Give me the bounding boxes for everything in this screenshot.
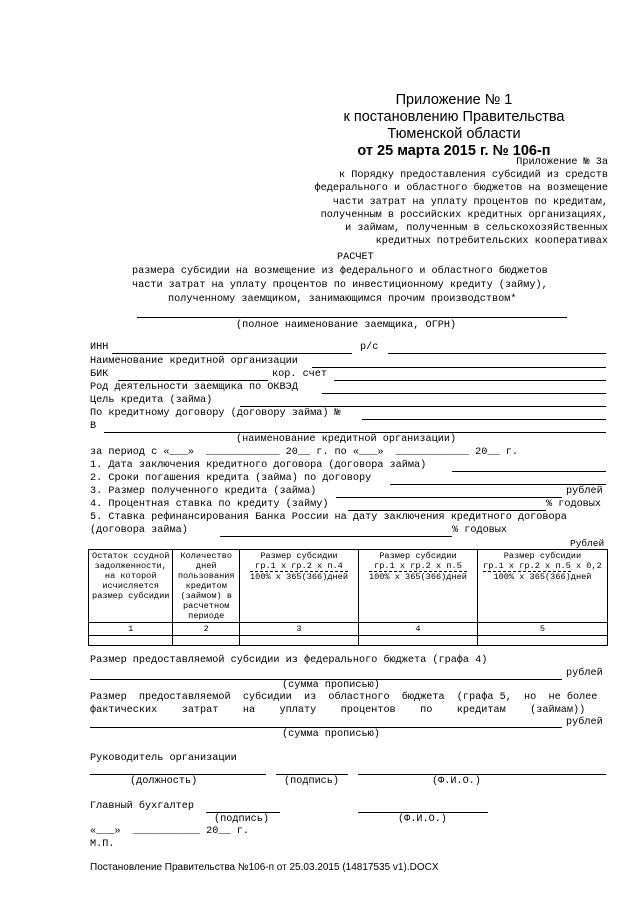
item-5-cont: (договора займа) (90, 525, 188, 536)
annex-line: кредитных потребительских кооперативах (375, 236, 608, 248)
fed-sum-caption: (сумма прописью) (282, 680, 380, 691)
kor-field[interactable] (334, 380, 606, 381)
resolution-ref: к постановлению Правительства (343, 109, 565, 125)
item-2: 2. Сроки погашения кредита (займа) по договору (90, 473, 372, 484)
okved-label: Род деятельности заемщика по ОКВЭД (90, 382, 298, 393)
appendix-3a-block (315, 156, 608, 248)
item-5-unit: % годовых (452, 525, 508, 536)
cell-label: Размер субсидии (379, 551, 457, 561)
cell-numerator: гр.1 x гр.2 x п.4 (250, 561, 348, 572)
rs-field[interactable] (388, 353, 606, 354)
table-unit: Рублей (570, 538, 605, 549)
chief-signature-caption: (подпись) (214, 814, 270, 825)
title-line: полученному заемщиком, занимающимся прочим производством* (168, 294, 517, 305)
borrower-caption: (полное наименование заемщика, ОГРН) (236, 320, 457, 331)
item-1-field[interactable] (452, 471, 606, 472)
cell-formula-row (480, 561, 605, 572)
fed-rub: рублей (566, 668, 603, 679)
purpose-label: Цель кредита (займа) (90, 395, 213, 406)
reg-subsidy-label-cont: фактических затрат на уплату процентов по кредитам (займам)) (90, 705, 586, 716)
annex-line: к Порядку предоставления субсидий из средств (339, 170, 608, 182)
bank-name-label: Наименование кредитной организации (90, 356, 298, 367)
table-cell[interactable] (89, 636, 173, 646)
head-fio-field[interactable] (358, 774, 606, 775)
stamp-label: М.П. (90, 839, 115, 850)
table-cell[interactable] (173, 636, 240, 646)
col-head-balance: Остаток ссудной задолженности, на которой исчисляется размер субсидии (89, 550, 173, 623)
reg-sum-caption: (сумма прописью) (282, 729, 380, 740)
item-3-field[interactable] (336, 497, 562, 498)
in-label: В (90, 421, 97, 432)
item-4: 4. Процентная ставка по кредиту (займу) (90, 499, 329, 510)
position-caption: (должность) (130, 776, 198, 787)
cell-numerator: гр.1 x гр.2 x п.5 (483, 561, 571, 571)
reg-rub: рублей (566, 717, 603, 728)
kor-label: кор. счет (272, 369, 328, 380)
col-num: 4 (358, 623, 477, 636)
bik-label: БИК (90, 369, 109, 380)
title-line: размера субсидии на возмещение из федерального и областного бюджетов (132, 266, 548, 277)
annex-line: Приложение № 3а (516, 157, 608, 168)
cell-denominator: 100% x 365(366)дней (493, 572, 592, 582)
period-line: за период с «___» ____________ 20__ г. по «___» ____________ 20__ г. (90, 447, 518, 458)
annex-line: федерального и областного бюджетов на возмещение (314, 183, 608, 195)
col-num: 1 (89, 623, 173, 636)
appendix-number: Приложение № 1 (395, 92, 513, 108)
cell-denominator: 100% x 365(366)дней (368, 572, 467, 582)
table-cell[interactable] (358, 636, 477, 646)
table-cell[interactable] (240, 636, 359, 646)
col-head-subsidy-fed (240, 550, 359, 623)
reg-subsidy-field[interactable] (90, 727, 562, 728)
chief-acc-label: Главный бухгалтер (90, 801, 194, 812)
col-num: 3 (240, 623, 359, 636)
cell-multiplier: x 0,2 (575, 561, 602, 571)
okved-field[interactable] (322, 393, 606, 394)
resolution-date: от 25 марта 2015 г. № 106-п (357, 143, 551, 159)
col-num: 5 (477, 623, 607, 636)
annex-line: части затрат на уплату процентов по кредитам, (332, 196, 608, 208)
subsidy-table (88, 549, 608, 646)
cell-label: Размер субсидии (260, 551, 338, 561)
bank-name-field[interactable] (312, 367, 606, 368)
cell-numerator: гр.1 x гр.2 x п.5 (369, 561, 467, 572)
inn-field[interactable] (112, 353, 352, 354)
agreement-label: По кредитному договору (договору займа) № (90, 408, 341, 419)
reg-subsidy-label: Размер предоставляемой субсидии из областного бюджета (графа 5, но не более (90, 692, 598, 703)
title-line: части затрат на уплату процентов по инвестиционному кредиту (займу), (132, 280, 548, 291)
annex-line: и займам, полученным в сельскохозяйственных (345, 223, 608, 235)
item-2-field[interactable] (390, 484, 606, 485)
fed-subsidy-label: Размер предоставляемой субсидии из федерального бюджета (графа 4) (90, 655, 488, 666)
bank-caption: (наименование кредитной организации) (236, 434, 457, 445)
borrower-field[interactable] (137, 317, 567, 318)
cell-denominator: 100% x 365(366)дней (250, 572, 348, 582)
item-3-unit: рублей (566, 486, 603, 497)
bank-field[interactable] (104, 432, 606, 433)
head-position-field[interactable] (90, 774, 266, 775)
doc-heading: РАСЧЕТ (337, 252, 374, 263)
fio-caption: (Ф.И.О.) (432, 776, 481, 787)
appendix-header (304, 92, 604, 160)
col-head-subsidy-limit (477, 550, 607, 623)
head-signature-field[interactable] (276, 774, 348, 775)
purpose-field[interactable] (240, 406, 606, 407)
head-label: Руководитель организации (90, 753, 237, 764)
date-line: «___» ___________ 20__ г. (90, 826, 249, 837)
cell-label: Размер субсидии (503, 551, 582, 561)
item-1: 1. Дата заключения кредитного договора (договора займа) (90, 460, 427, 471)
signature-caption: (подпись) (284, 776, 340, 787)
col-num: 2 (173, 623, 240, 636)
item-4-unit: % годовых (546, 499, 602, 510)
col-head-days: Количество дней пользования кредитом (займом) в расчетном периоде (173, 550, 240, 623)
agreement-field[interactable] (362, 419, 606, 420)
rs-label: р/с (360, 342, 379, 353)
item-3: 3. Размер полученного кредита (займа) (90, 486, 317, 497)
inn-label: ИНН (90, 342, 109, 353)
chief-acc-fio-field[interactable] (358, 812, 488, 813)
table-cell[interactable] (477, 636, 607, 646)
annex-line: полученным в российских кредитных организациях, (320, 209, 608, 221)
item-5: 5. Ставка рефинансирования Банка России на дату заключения кредитного договора (90, 512, 567, 523)
item-4-field[interactable] (348, 510, 546, 511)
chief-fio-caption: (Ф.И.О.) (398, 814, 447, 825)
region-name: Тюменской области (387, 126, 521, 142)
doc-reference: Постановление Правительства №106-п от 25.03.2015 (14817535 v1).DOCX (90, 862, 439, 873)
col-head-subsidy-reg (358, 550, 477, 623)
bik-field[interactable] (118, 380, 268, 381)
item-5-field[interactable] (220, 536, 452, 537)
chief-acc-signature-field[interactable] (206, 812, 280, 813)
